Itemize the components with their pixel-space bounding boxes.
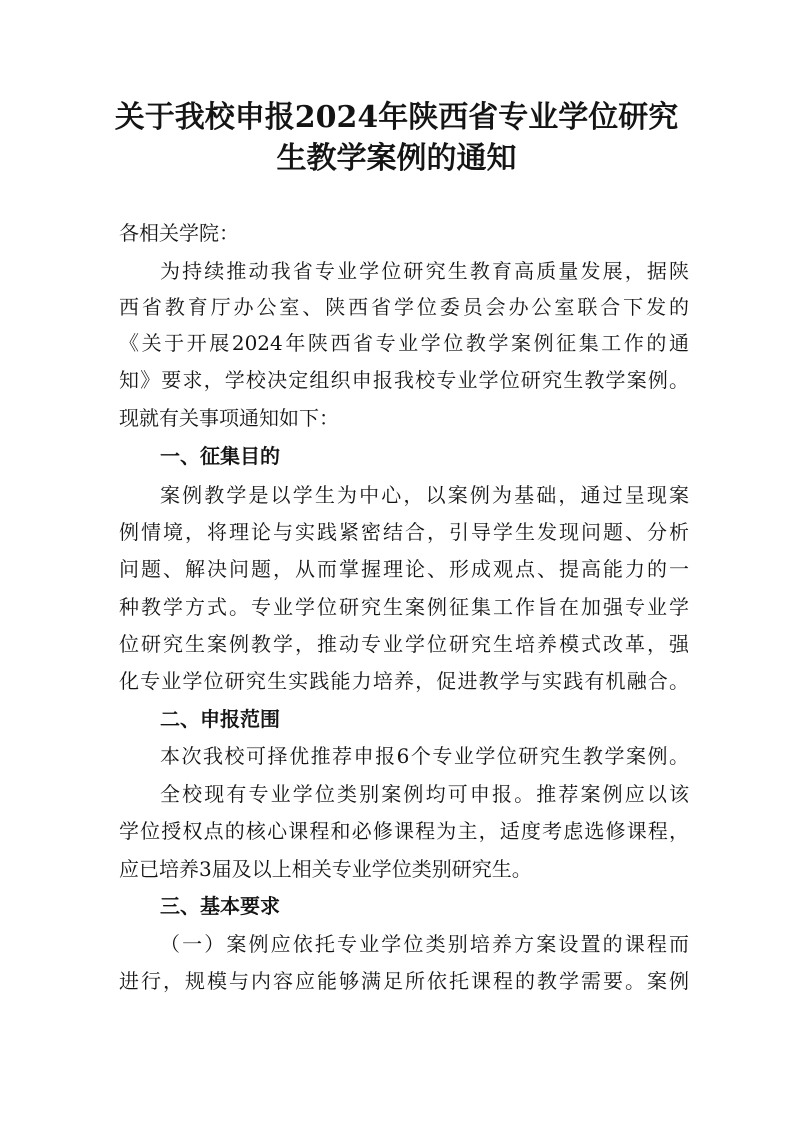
paragraph-line: （一）案例应依托专业学位类别培养方案设置的课程而	[160, 932, 689, 956]
paragraph-line: 学位授权点的核心课程和必修课程为主，适度考虑选修课程，	[119, 819, 689, 843]
paragraph-line: 全校现有专业学位类别案例均可申报。推荐案例应以该	[160, 782, 689, 806]
paragraph-line: 《关于开展2024年陕西省专业学位教学案例征集工作的通	[119, 331, 689, 355]
paragraph-line: 进行，规模与内容应能够满足所依托课程的教学需要。案例	[119, 969, 689, 993]
paragraph-line: 为持续推动我省专业学位研究生教育高质量发展，据陕	[160, 259, 689, 283]
paragraph-line: 现就有关事项通知如下：	[119, 406, 339, 430]
paragraph-line: 位研究生案例教学，推动专业学位研究生培养模式改革，强	[119, 632, 689, 656]
paragraph-line: 应已培养3届及以上相关专业学位类别研究生。	[119, 857, 532, 881]
paragraph-line: 问题、解决问题，从而掌握理论、形成观点、提高能力的一	[119, 557, 689, 581]
section-heading-3: 三、基本要求	[160, 894, 280, 918]
document-title-line-2: 生教学案例的通知	[276, 141, 517, 176]
paragraph-line: 种教学方式。专业学位研究生案例征集工作旨在加强专业学	[119, 595, 689, 619]
section-heading-1: 一、征集目的	[160, 444, 280, 468]
paragraph-line: 知》要求，学校决定组织申报我校专业学位研究生教学案例。	[119, 368, 689, 392]
paragraph-line: 例情境，将理论与实践紧密结合，引导学生发现问题、分析	[119, 520, 689, 544]
paragraph-line: 案例教学是以学生为中心，以案例为基础，通过呈现案	[160, 483, 689, 507]
paragraph-line: 化专业学位研究生实践能力培养，促进教学与实践有机融合。	[119, 669, 689, 693]
salutation: 各相关学院：	[119, 221, 239, 245]
section-heading-2: 二、申报范围	[160, 707, 280, 731]
document-title-line-1: 关于我校申报2024年陕西省专业学位研究	[114, 100, 679, 135]
paragraph-line: 西省教育厅办公室、陕西省学位委员会办公室联合下发的	[119, 295, 689, 319]
paragraph-line: 本次我校可择优推荐申报6个专业学位研究生教学案例。	[160, 744, 689, 768]
